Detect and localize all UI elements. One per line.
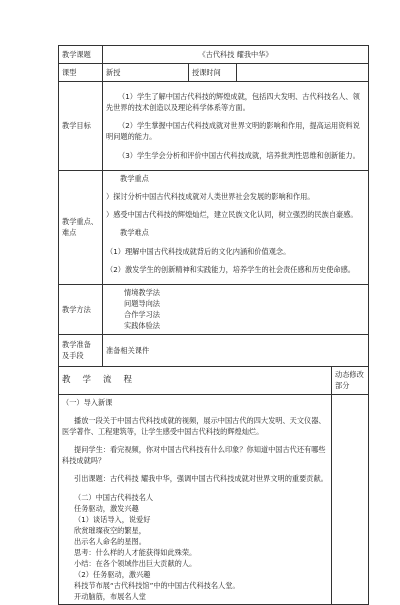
flow-line-14: 开动脑筋，布展名人堂 (74, 591, 146, 601)
type-label: 课型 (59, 64, 103, 82)
goals-row (59, 82, 369, 171)
goals-label: 教学目标 (59, 82, 103, 171)
topic-label: 教学课题 (59, 46, 103, 64)
flow-line-8: 欣赏璀璨夜空的繁星， (74, 525, 146, 535)
important-title: 教学重点 (120, 173, 149, 183)
flow-line-4: 引出课题：古代科技 耀我中华，强调中国古代科技成就对世界文明的重要贡献。 (74, 474, 328, 484)
time-label: 授课时间 (189, 64, 237, 82)
flow-line-9: 出示名人命名的星图。 (74, 536, 146, 546)
flow-line-2: 播放一段关于中国古代科技成就的视频，展示中国古代的四大发明、天文仪器、医学著作、工程建筑等，让学生感受中国古代科技的辉煌灿烂。 (62, 416, 326, 437)
flow-label: 教学流程 (62, 375, 145, 386)
lesson-plan-table (58, 45, 369, 605)
important-item-2: ）感受中国古代科技的辉煌灿烂，建立民族文化认同，树立强烈的民族自豪感。 (106, 210, 358, 220)
prep-label-line1: 教学准备 (62, 340, 91, 350)
goal-item-1: （1）学生了解中国古代科技的辉煌成就，包括四大发明、古代科技名人、领先世界的技术创造以及理论科学体系等方面。 (106, 92, 360, 113)
difficult-item-2: （2）激发学生的创新精神和实践能力，培养学生的社会责任感和历史使命感。 (106, 264, 355, 274)
methods-content (103, 284, 369, 334)
methods-label: 教学方法 (59, 284, 103, 334)
topic-value: 《古代科技 耀我中华》 (103, 46, 369, 64)
prep-label-line2: 及手段 (62, 351, 84, 361)
flow-content (59, 394, 332, 604)
flow-line-11: 小结：在各个领域作出巨大贡献的人。 (74, 558, 197, 568)
flow-content-row (59, 394, 369, 604)
goals-content (103, 82, 369, 171)
keypoints-content (103, 170, 369, 284)
flow-line-3: 提问学生：看完视频，你对中国古代科技有什么印象？你知道中国古代还有哪些科技成就吗？ (62, 445, 326, 466)
flow-line-7: （1）谈话导入，说爱好 (74, 514, 151, 524)
keypoints-label-line1: 教学重点、 (62, 217, 98, 227)
method-item-4: 实践体验法 (124, 320, 160, 330)
flow-line-13: 科技节布展“古代科技馆”中的中国古代科技名人堂。 (74, 580, 240, 590)
keypoints-label (59, 170, 103, 284)
methods-row (59, 284, 369, 334)
type-row (59, 64, 369, 82)
prep-row (59, 334, 369, 366)
flow-line-1: （一）导入新课 (62, 397, 113, 407)
flow-line-6: 任务驱动，激发兴趣 (74, 503, 139, 513)
method-item-1: 情境教学法 (124, 287, 160, 297)
keypoints-label-line2: 难点 (62, 228, 77, 238)
important-item-1: ）探讨分析中国古代科技成就对人类世界社会发展的影响和作用。 (106, 191, 315, 201)
flow-label-cell (59, 366, 332, 394)
flow-side-label (332, 366, 369, 394)
flow-line-10: 思考：什么样的人才能获得如此殊荣。 (74, 547, 197, 557)
goal-item-3: （3）学生学会分析和评价中国古代科技成就，培养批判性思维和创新能力。 (118, 150, 360, 160)
flow-side-line1: 动态修改 (335, 369, 364, 379)
flow-header-row (59, 366, 369, 394)
goal-item-2: （2）学生掌握中国古代科技成就对世界文明的影响和作用，提高运用资料说明问题的能力。 (106, 121, 360, 142)
method-item-2: 问题导向法 (124, 298, 160, 308)
keypoints-row (59, 170, 369, 284)
flow-side-line2: 部分 (335, 380, 350, 390)
method-item-3: 合作学习法 (124, 309, 160, 319)
topic-row (59, 46, 369, 64)
prep-value: 准备相关课件 (103, 334, 369, 366)
type-value: 新授 (103, 64, 189, 82)
time-value (237, 64, 369, 82)
difficult-title: 教学难点 (120, 228, 149, 238)
flow-side-content (332, 394, 369, 604)
prep-label (59, 334, 103, 366)
difficult-item-1: （1）理解中国古代科技成就背后的文化内涵和价值观念。 (106, 246, 291, 256)
flow-line-12: （2）任务驱动，激兴趣 (74, 569, 151, 579)
flow-line-5: （二）中国古代科技名人 (74, 492, 154, 502)
